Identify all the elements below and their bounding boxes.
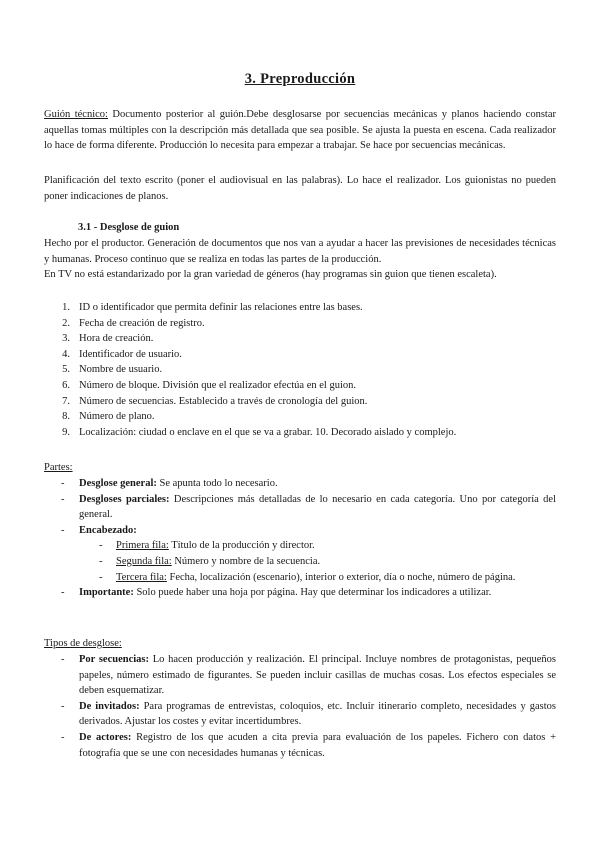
list-number: 4. [62,348,70,360]
dash-bullet: - [61,731,65,743]
list-item [44,492,556,523]
sub-item-label: Primera fila: [116,540,169,552]
list-item [44,316,556,332]
tipos-list [44,652,556,761]
desglose-paragraph-2: En TV no está estandarizado por la gran variedad de géneros (hay programas sin guion que tienen escaleta). [44,269,497,280]
list-item [44,425,556,441]
dash-bullet: - [61,478,65,489]
item-label: Desgloses parciales: [79,493,170,505]
list-item [44,409,556,425]
list-item-text: Nombre de usuario. [79,364,163,376]
list-item-text: Número de plano. [79,411,155,423]
sub-item-text: Fecha, localización (escenario), interior o exterior, día o noche, número de página. [166,571,516,583]
list-item-text: Número de secuencias. Establecido a través de cronología del guion. [79,395,368,407]
item-text: Descripciones más detalladas de lo necesario en cada categoría. Uno por categoría del general. [79,493,556,521]
dash-bullet: - [61,654,65,665]
list-item [44,476,556,492]
item-label: De actores: [79,731,132,743]
dash-bullet: - [61,524,65,536]
list-item [44,394,556,410]
item-label: Importante: [79,587,134,599]
partes-label: Partes: [44,462,73,473]
list-number: 3. [62,333,70,345]
list-number: 8. [62,411,70,423]
list-item [44,300,556,316]
guion-tecnico-label: Guión técnico: [44,109,108,120]
guion-tecnico-paragraph [44,107,556,154]
list-item-text: Fecha de creación de registro. [79,317,205,329]
list-item [44,730,556,761]
list-item-text: Identificador de usuario. [79,348,182,360]
planificacion-paragraph: Planificación del texto escrito (poner el audiovisual en las palabras). Lo hace el realizador. Los guionistas no pueden poner indicaciones de planos. [44,175,556,202]
dash-bullet: - [61,700,65,712]
list-item [44,652,556,699]
item-label: Encabezado: [79,524,137,536]
dash-bullet: - [61,587,65,599]
item-label: Por secuencias: [79,654,150,665]
page-title: 3. Preproducción [244,71,356,87]
fields-list [44,300,556,440]
sub-item-text: Título de la producción y director. [168,540,315,552]
list-number: 5. [62,364,70,376]
tipos-label: Tipos de desglose: [44,638,122,649]
dash-bullet: - [61,493,65,505]
list-number: 6. [62,379,70,391]
list-item [44,331,556,347]
item-text: Se apunta todo lo necesario. [156,478,278,489]
partes-list [44,476,556,601]
item-text: Registro de los que acuden a cita previa para evaluación de los papeles. Fichero con datos + fotografía que se une con necesidades humanas y técnicas. [79,731,556,759]
list-item [44,362,556,378]
list-item-text: Hora de creación. [79,333,154,345]
sub-item-label: Tercera fila: [116,571,167,583]
item-text: Para programas de entrevistas, coloquios, etc. Incluir itinerario completo, necesidades y gastos derivados. Ajustar los costes y evitar incertidumbres. [79,700,556,728]
guion-tecnico-text: Documento posterior al guión.Debe desglosarse por secuencias mecánicas y planos haciendo constar aquellas tomas múltiples con la descripción más detallada que sea posible. Se ajusta la puesta en escena. Cada realizador lo hace de forma diferente. Producción lo necesita para empezar a trabajar. Se hace por secuencias mecánicas. [44,109,557,152]
list-number: 7. [62,395,70,407]
dash-bullet: - [99,571,103,583]
list-item [44,347,556,363]
sub-item-text: Número y nombre de la secuencia. [171,555,321,567]
item-label: Desglose general: [79,478,157,489]
list-item [44,378,556,394]
list-item-text: Localización: ciudad o enclave en el que se va a grabar. 10. Decorado aislado y complejo. [79,426,457,438]
section-heading: 3.1 - Desglose de guion [78,222,180,233]
desglose-paragraph-1: Hecho por el productor. Generación de documentos que nos van a ayudar a hacer las previsiones de necesidades técnicas y humanas. Proceso continuo que se realiza en todas las partes de la producción. [44,238,556,265]
list-item [44,699,556,730]
list-number: 1. [62,302,70,313]
list-item-text: ID o identificador que permita definir las relaciones entre las bases. [79,302,363,313]
item-text: Solo puede haber una hoja por página. Hay que determinar los indicadores a utilizar. [133,587,492,599]
dash-bullet: - [99,540,103,552]
list-item [44,523,556,585]
item-label: De invitados: [79,700,140,712]
sub-list-item [79,538,556,554]
list-number: 2. [62,317,70,329]
sub-list-item [79,570,556,586]
list-number: 9. [62,426,70,438]
item-text: Lo hacen producción y realización. El principal. Incluye nombres de protagonistas, pequeños papeles, número estimado de figurantes. Se pueden incluir casillas de muchas cosas. Los efectos especiales se deben esquematizar. [79,654,556,697]
sub-list-item [79,554,556,570]
encabezado-sublist [79,538,556,585]
sub-item-label: Segunda fila: [116,555,172,567]
list-item [44,585,556,601]
list-item-text: Número de bloque. División que el realizador efectúa en el guion. [79,379,356,391]
dash-bullet: - [99,555,103,567]
